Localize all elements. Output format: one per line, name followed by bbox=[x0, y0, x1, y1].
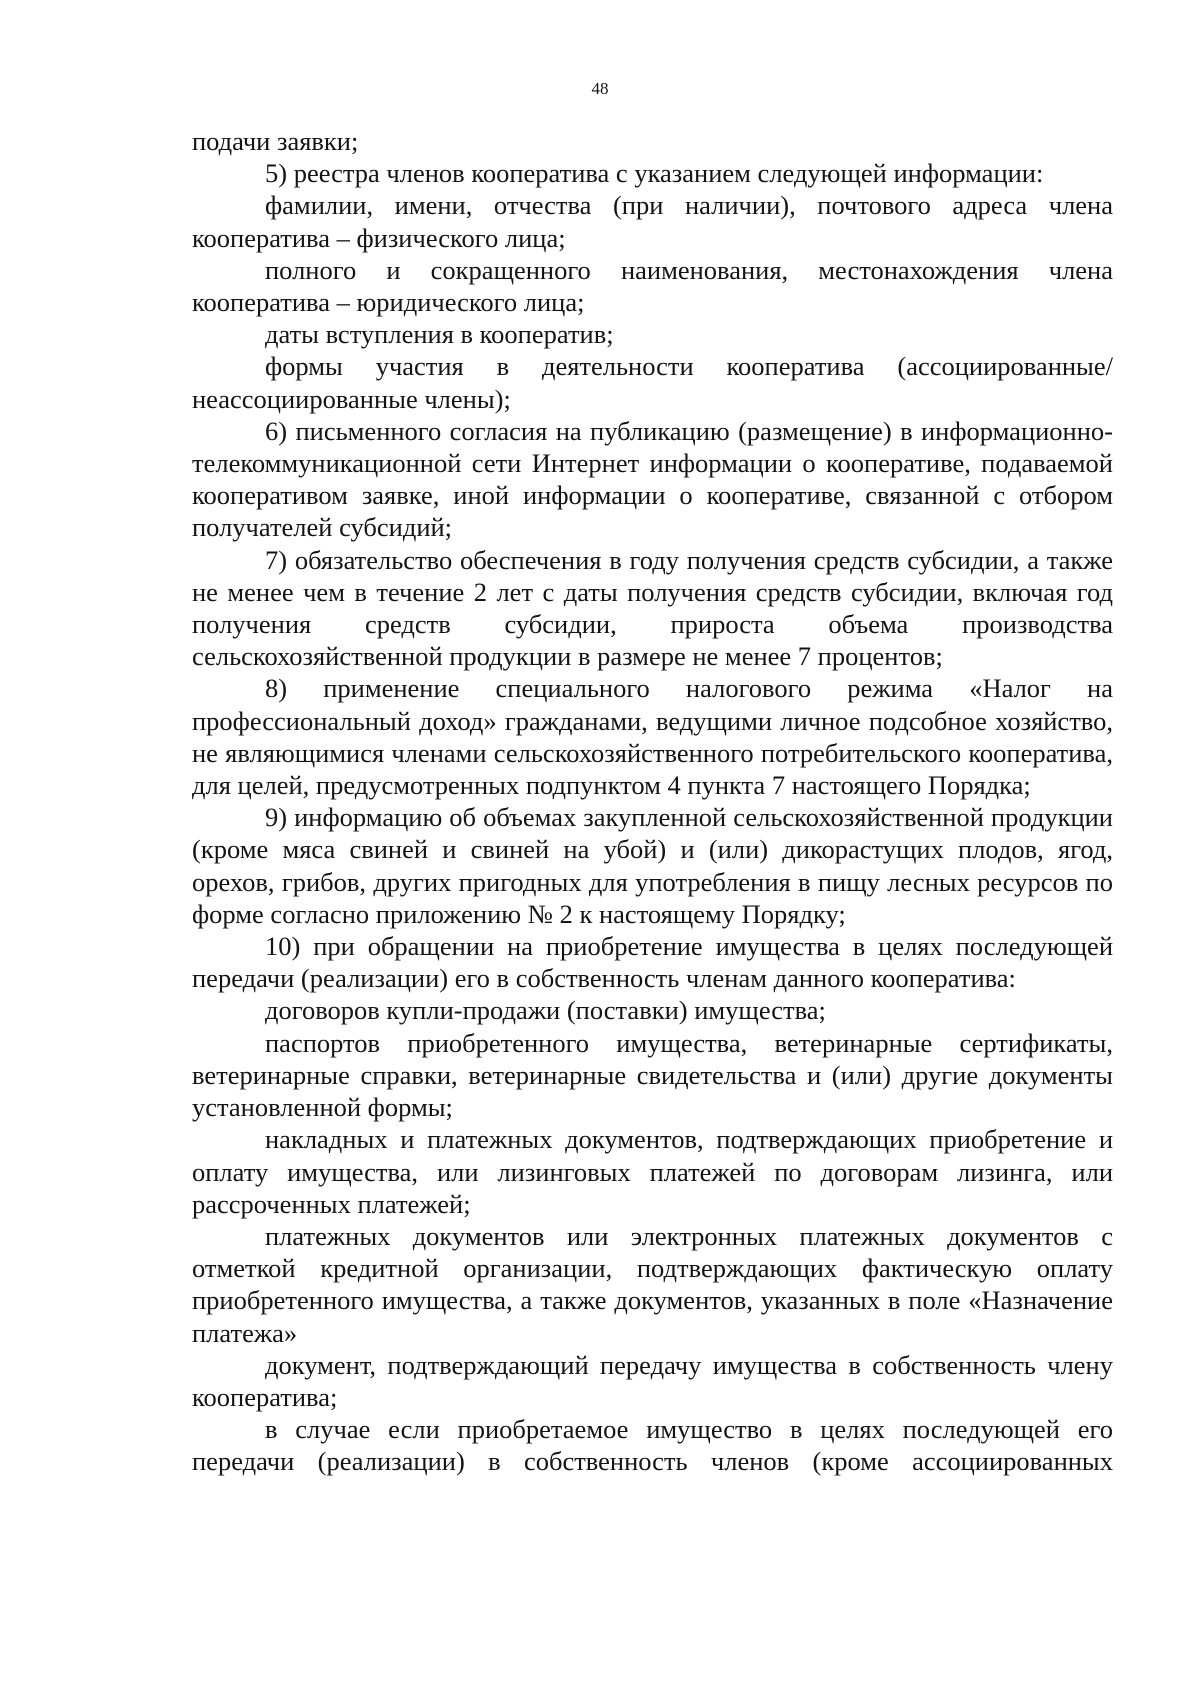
paragraph-continuation: подачи заявки; bbox=[192, 126, 359, 156]
paragraph-item-10: 10) при обращении на приобретение имущества в целях последующей передачи (реализации) его в собственность членам данного кооператива: bbox=[192, 931, 1113, 994]
paragraph-payment-documents: платежных документов или электронных платежных документов с отметкой кредитной организации, подтверждающих фактическую оплату приобретенного имущества, а также документов, указанных в поле «Назначение платежа» bbox=[192, 1220, 1113, 1348]
paragraph-invoices: накладных и платежных документов, подтверждающих приобретение и оплату имущества, или лизинговых платежей по договорам лизинга, или рассроченных платежей; bbox=[192, 1124, 1113, 1219]
paragraph-legal-entity: полного и сокращенного наименования, местонахождения члена кооператива – юридического лица; bbox=[192, 254, 1113, 318]
paragraph-item-7: 7) обязательство обеспечения в году получения средств субсидии, а также не менее чем в течение 2 лет с даты получения средств субсидии, включая год получения средств субсидии, прироста объема производства сельскохозяйственной продукции в размере не менее 7 процентов; bbox=[192, 544, 1113, 672]
paragraph-sale-contracts: договоров купли-продажи (поставки) имущества; bbox=[265, 995, 826, 1026]
paragraph-participation-form: формы участия в деятельности кооператива (ассоциированные/неассоциированные члены); bbox=[192, 351, 1113, 414]
page-number: 48 bbox=[591, 79, 609, 98]
paragraph-item-6: 6) письменного согласия на публикацию (размещение) в информационно-телекоммуникационной сети Интернет информации о кооперативе, подаваемой кооперативом заявке, иной информации о кооперативе, связанной с отбором получателей субсидий; bbox=[192, 415, 1113, 543]
paragraph-item-9: 9) информацию об объемах закупленной сельскохозяйственной продукции (кроме мяса свиней и свиней на убой) и (или) дикорастущих плодов, ягод, орехов, грибов, других пригодных для употребления в пищу лесных ресурсов по форме согласно приложению № 2 к настоящему Порядку; bbox=[192, 802, 1113, 929]
document-body bbox=[192, 125, 1113, 1478]
paragraph-passports: паспортов приобретенного имущества, ветеринарные сертификаты, ветеринарные справки, ветеринарные свидетельства и (или) другие документы установленной формы; bbox=[192, 1027, 1113, 1123]
paragraph-physical-person: фамилии, имени, отчества (при наличии), почтового адреса члена кооператива – физического лица; bbox=[192, 190, 1113, 253]
paragraph-item-8: 8) применение специального налогового режима «Налог на профессиональный доход» гражданами, ведущими личное подсобное хозяйство, не являющимися членами сельскохозяйственного потребительского кооператива, для целей, предусмотренных подпунктом 4 пункта 7 настоящего Порядка; bbox=[192, 673, 1113, 801]
paragraph-join-date: даты вступления в кооператив; bbox=[265, 319, 614, 350]
paragraph-item-5: 5) реестра членов кооператива с указанием следующей информации: bbox=[265, 158, 1044, 189]
paragraph-transfer-document: документ, подтверждающий передачу имущества в собственность члену кооператива; bbox=[192, 1349, 1113, 1412]
paragraph-acquired-property: в случае если приобретаемое имущество в целях последующей его передачи (реализации) в собственность членов (кроме ассоциированных bbox=[192, 1414, 1113, 1477]
